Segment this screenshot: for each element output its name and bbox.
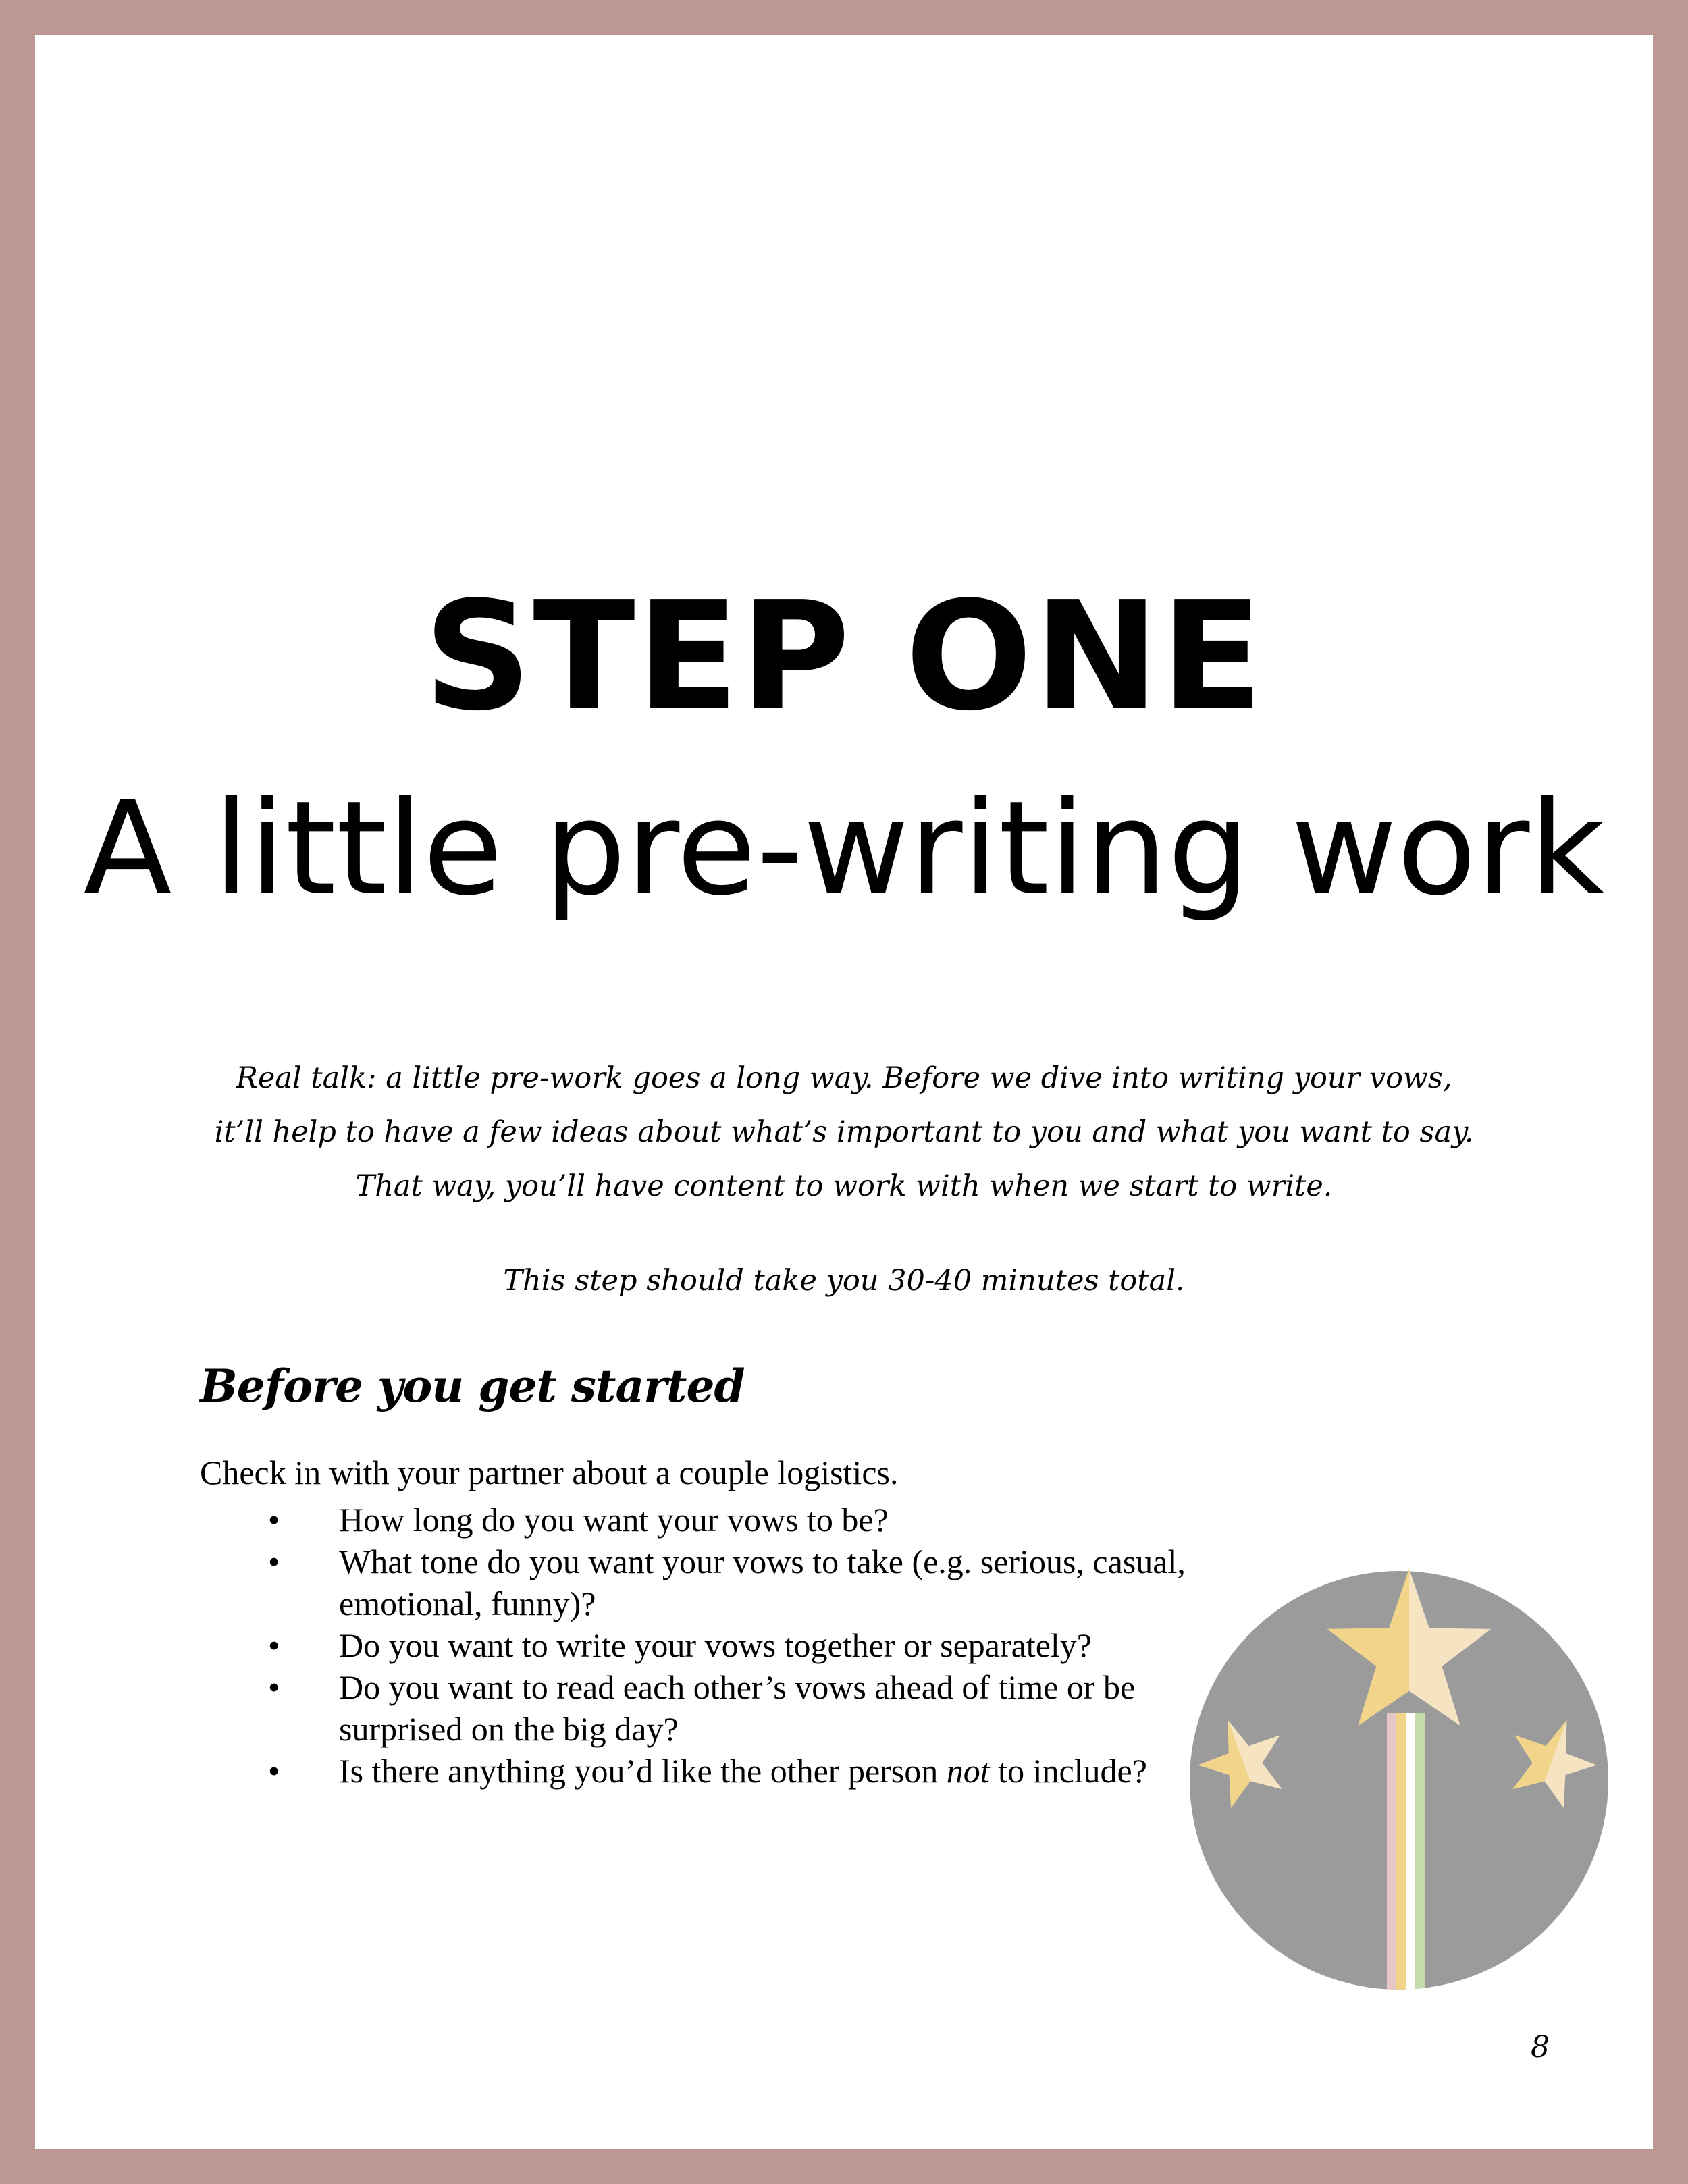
logistics-list [200,1499,1213,1792]
bullet-icon: • [268,1501,280,1539]
list-item: • Is there anything you’d like the other person not to include? [200,1750,1199,1792]
stripe-yellow [1396,1713,1406,2010]
section-heading: Before you get started [200,1360,745,1412]
intro-text [35,1051,1653,1308]
bullet-icon: • [268,1752,280,1790]
section-lead: Check in with your partner about a couple logistics. [200,1454,899,1491]
stripe-white [1406,1713,1415,2010]
bullet-icon: • [268,1626,280,1664]
list-item: • What tone do you want your vows to take (e.g. serious, casual, emotional, funny)? [200,1541,1199,1624]
time-note: This step should take you 30-40 minutes total. [503,1264,1185,1298]
step-title: STEP ONE [423,570,1265,744]
intro-line: Real talk: a little pre-work goes a long way. Before we dive into writing your vows, [236,1061,1452,1095]
list-item: • Do you want to read each other’s vows ahead of time or be surprised on the big day? [200,1666,1199,1750]
intro-line: it’ll help to have a few ideas about what’s important to you and what you want to say. [214,1115,1474,1149]
stripe-pink [1387,1713,1396,2010]
intro-line: That way, you’ll have content to work with when we start to write. [355,1169,1333,1203]
stripe-green [1415,1713,1425,2010]
bullet-icon: • [268,1543,280,1580]
document-page [35,35,1653,2149]
shooting-stars-icon [1169,1551,1629,2010]
list-item: • How long do you want your vows to be? [200,1499,1199,1541]
page-number: 8 [1531,2030,1550,2065]
emphasis-text: not [946,1752,990,1790]
list-item: • Do you want to write your vows together or separately? [200,1624,1199,1666]
bullet-icon: • [268,1668,280,1706]
step-subtitle: A little pre-writing work [83,774,1605,924]
